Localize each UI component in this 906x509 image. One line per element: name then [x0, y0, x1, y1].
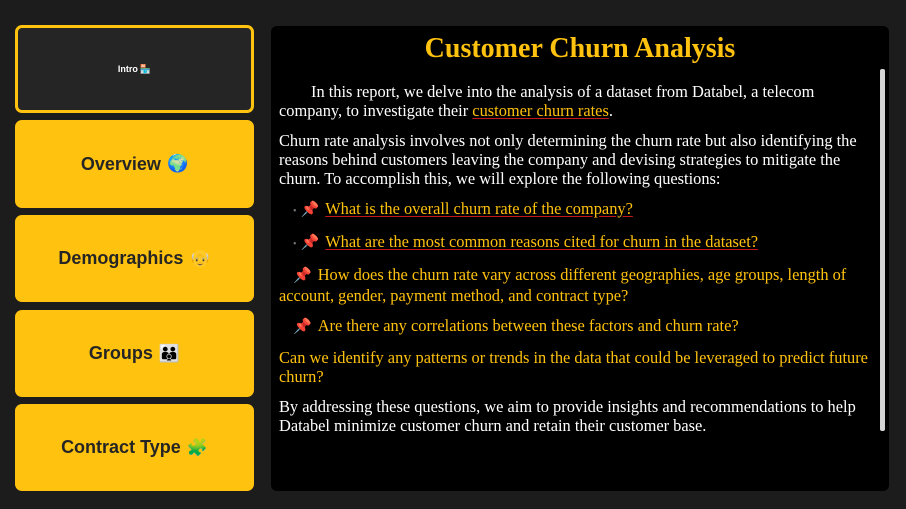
question-item	[279, 199, 869, 221]
puzzle-icon: 🧩	[186, 437, 208, 457]
report-body	[279, 82, 869, 446]
nav-overview-button[interactable]	[15, 120, 254, 208]
nav-groups-button[interactable]	[15, 310, 254, 397]
intro-text-b: .	[608, 101, 613, 120]
nav-intro-button[interactable]	[15, 25, 254, 113]
intro-text-a: In this report, we delve into the analysis of a dataset from Databel, a telecom company, to investigate their	[279, 82, 815, 120]
family-icon: 👪	[158, 343, 181, 363]
nav-demographics-label: Demographics	[58, 248, 184, 268]
globe-icon: 🌍	[166, 154, 189, 173]
question-text: How does the churn rate vary across different geographies, age groups, length of account, gender, payment method, and contract type?	[279, 265, 847, 305]
report-panel	[271, 26, 889, 491]
nav-contract-type-button[interactable]	[15, 404, 254, 491]
pin-icon: 📌	[293, 268, 312, 284]
question-item	[279, 232, 869, 254]
customer-churn-rates-link[interactable]: customer churn rates	[472, 101, 609, 120]
question-text: Are there any correlations between these factors and churn rate?	[317, 316, 739, 335]
bullet-dot: •	[293, 206, 297, 217]
pin-icon: 📌	[300, 235, 320, 251]
nav-demographics-button[interactable]	[15, 215, 254, 302]
scrollbar[interactable]	[880, 69, 885, 431]
closing-paragraph: By addressing these questions, we aim to provide insights and recommendations to help Databel minimize customer churn and retain their customer base.	[279, 397, 856, 435]
shop-icon: 🏪	[139, 63, 152, 74]
nav-contract-type-label: Contract Type	[61, 437, 181, 457]
question-text: What are the most common reasons cited for churn in the dataset?	[325, 232, 759, 251]
intro-paragraph	[279, 82, 869, 120]
page-title: Customer Churn Analysis	[424, 33, 736, 64]
pin-icon: 📌	[300, 202, 320, 218]
bullet-dot: •	[293, 239, 297, 250]
question-item	[279, 316, 869, 337]
old-man-icon: 👴	[189, 248, 211, 268]
nav-groups-label: Groups	[88, 343, 153, 363]
patterns-question: Can we identify any patterns or trends in the data that could be leveraged to predict future churn?	[279, 348, 868, 386]
method-paragraph: Churn rate analysis involves not only determining the churn rate but also identifying the reasons behind customers leaving the company and devising strategies to mitigate the churn. To accomplish this, we will explore the following questions:	[279, 131, 857, 188]
pin-icon: 📌	[293, 319, 312, 335]
question-text: What is the overall churn rate of the company?	[325, 199, 633, 218]
question-item	[279, 265, 869, 305]
nav-overview-label: Overview	[80, 153, 161, 174]
nav-intro-label: Intro	[117, 64, 138, 74]
